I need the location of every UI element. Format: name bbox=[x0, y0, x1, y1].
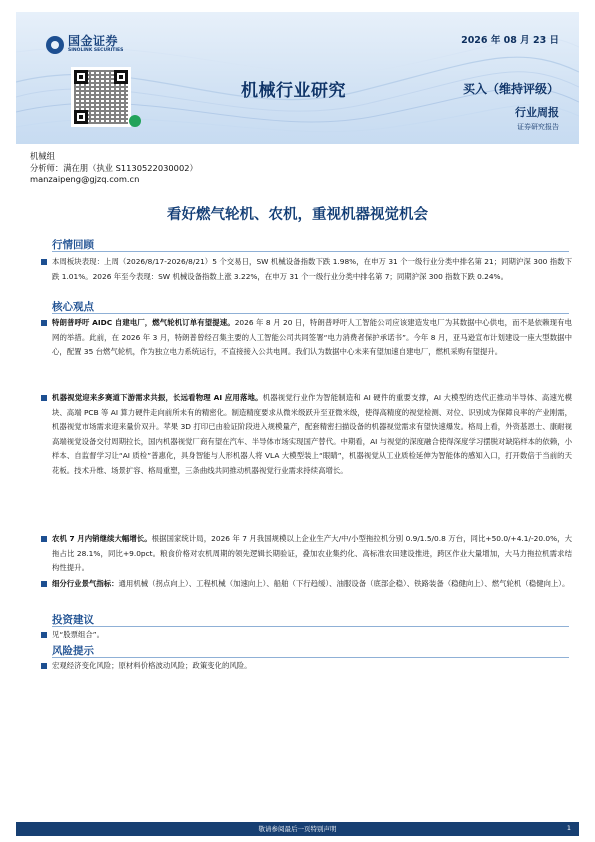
bullet-icon bbox=[41, 536, 47, 542]
view-paragraph-gas-turbine: 特朗普呼吁 AIDC 自建电厂，燃气轮机订单有望提速。2026 年 8 月 20 日，特朗普呼吁人工智能公司应该建造发电厂为其数据中心供电，而不是依赖现有电网的举措。此前，在 2026 年 3 月，特朗普曾经召集主要的人工智能公司共同签署“电力消费者保护承诺书”。今年 8 月，亚马逊宣布计划建设一座大型数据中心，配置 35 台燃气轮机，作为独立电力系统运行，不直接接入公共电网。我们认为数据中心未来有望加速自建电厂，燃机采购有望提升。 bbox=[52, 316, 572, 360]
logo-name-en: SINOLINK SECURITIES bbox=[68, 48, 124, 53]
section-heading-views: 核心观点 bbox=[52, 301, 94, 313]
section-heading-review: 行情回顾 bbox=[52, 239, 94, 251]
bullet-icon bbox=[41, 259, 47, 265]
bullet-icon bbox=[41, 663, 47, 669]
analyst-name: 分析师：满在朋（执业 S1130522030002） bbox=[30, 162, 198, 173]
view-paragraph-indicators: 细分行业景气指标：通用机械（拐点向上）、工程机械（加速向上）、船舶（下行趋缓）、油服设备（底部企稳）、铁路装备（稳健向上）、燃气轮机（稳健向上）。 bbox=[52, 577, 572, 592]
footer-disclaimer: 敬请参阅最后一页特别声明 bbox=[258, 825, 337, 833]
bullet-icon bbox=[41, 632, 47, 638]
analyst-email[interactable]: manzaipeng@gjzq.com.cn bbox=[30, 174, 140, 184]
bullet-icon bbox=[41, 320, 47, 326]
qr-code bbox=[71, 67, 131, 127]
view-paragraph-agri-machinery: 农机 7 月内销继续大幅增长。根据国家统计局，2026 年 7 月我国规模以上企业生产大/中/小型拖拉机分别 0.9/1.5/0.8 万台，同比+50.0/+4.1/-20.0%，大拖占比 28.1%，同比+9.0pct。粮食价格对农机周期的领先逻辑长期验证，叠加农业集约化、高标准农田建设推进，跨区作业大量增加，大马力拖拉机需求结构性提升。 bbox=[52, 532, 572, 576]
advice-paragraph: 见“股票组合”。 bbox=[52, 628, 572, 643]
report-date: 2026 年 08 月 23 日 bbox=[461, 35, 559, 46]
logo-mark-icon bbox=[46, 36, 64, 54]
section-heading-risk: 风险提示 bbox=[52, 645, 94, 657]
report-title: 看好燃气轮机、农机，重视机器视觉机会 bbox=[167, 207, 428, 223]
bullet-icon bbox=[41, 581, 47, 587]
page-footer bbox=[16, 822, 579, 836]
analyst-group: 机械组 bbox=[30, 151, 55, 161]
risk-paragraph: 宏观经济变化风险；原材料价格波动风险；政策变化的风险。 bbox=[52, 659, 572, 674]
page-number: 1 bbox=[566, 824, 571, 832]
logo-name-cn: 国金证券 bbox=[68, 34, 119, 48]
section-heading-advice: 投资建议 bbox=[52, 614, 94, 626]
review-paragraph: 本周板块表现：上周（2026/8/17-2026/8/21）5 个交易日，SW 机械设备指数下跌 1.98%，在申万 31 个一级行业分类中排名第 21；同期沪深 300 指数下跌 1.01%。2026 年至今表现：SW 机械设备指数上涨 3.22%，在申万 31 个一级行业分类中排名第 7；同期沪深 300 指数下跌 0.24%。 bbox=[52, 255, 572, 284]
view-paragraph-machine-vision: 机器视觉迎来多赛道下游需求共振，长远看物理 AI 应用落地。机器视觉行业作为智能制造和 AI 硬件的重要支撑，AI 大模型的迭代正推动半导体、高速光模块、高端 PCB 等 AI 算力硬件走向前所未有的精密化。制造精度要求从微米级跃升至亚微米级，使得高精度的视觉检测、对位、识别成为保障良率的产业刚需，机器视觉市场需求迎来量价双升。苹果 3D 打印已由验证阶段进入规模量产，配套精密扫描设备的机器视觉需求有望快速爆发。格局上看，外资基恩士、康耐视高端视觉设备交付周期拉长，国内机器视觉厂商有望在汽车、半导体市场实现国产替代。中期看，AI 与视觉的深度融合使得深度学习摆脱对缺陷样本的依赖，小样本、自监督学习让“AI 质检”普惠化，具身智能与人形机器人将 VLA 大模型装上“眼睛”，机器视觉从工业质检延伸为智能体的感知入口，打开数倍于当前的天花板。技术升维、场景扩容、格局重塑，三条曲线共同推动机器视觉行业需求持续高增长。 bbox=[52, 391, 572, 479]
report-tag: 证券研究报告 bbox=[517, 123, 559, 131]
industry-title: 机械行业研究 bbox=[241, 81, 346, 101]
analyst-info bbox=[30, 151, 198, 186]
wechat-badge-icon bbox=[129, 115, 141, 127]
report-type: 行业周报 bbox=[515, 106, 559, 119]
rating: 买入（维持评级） bbox=[462, 82, 559, 96]
bullet-icon bbox=[41, 395, 47, 401]
header-banner bbox=[16, 12, 579, 144]
company-logo bbox=[46, 35, 123, 54]
